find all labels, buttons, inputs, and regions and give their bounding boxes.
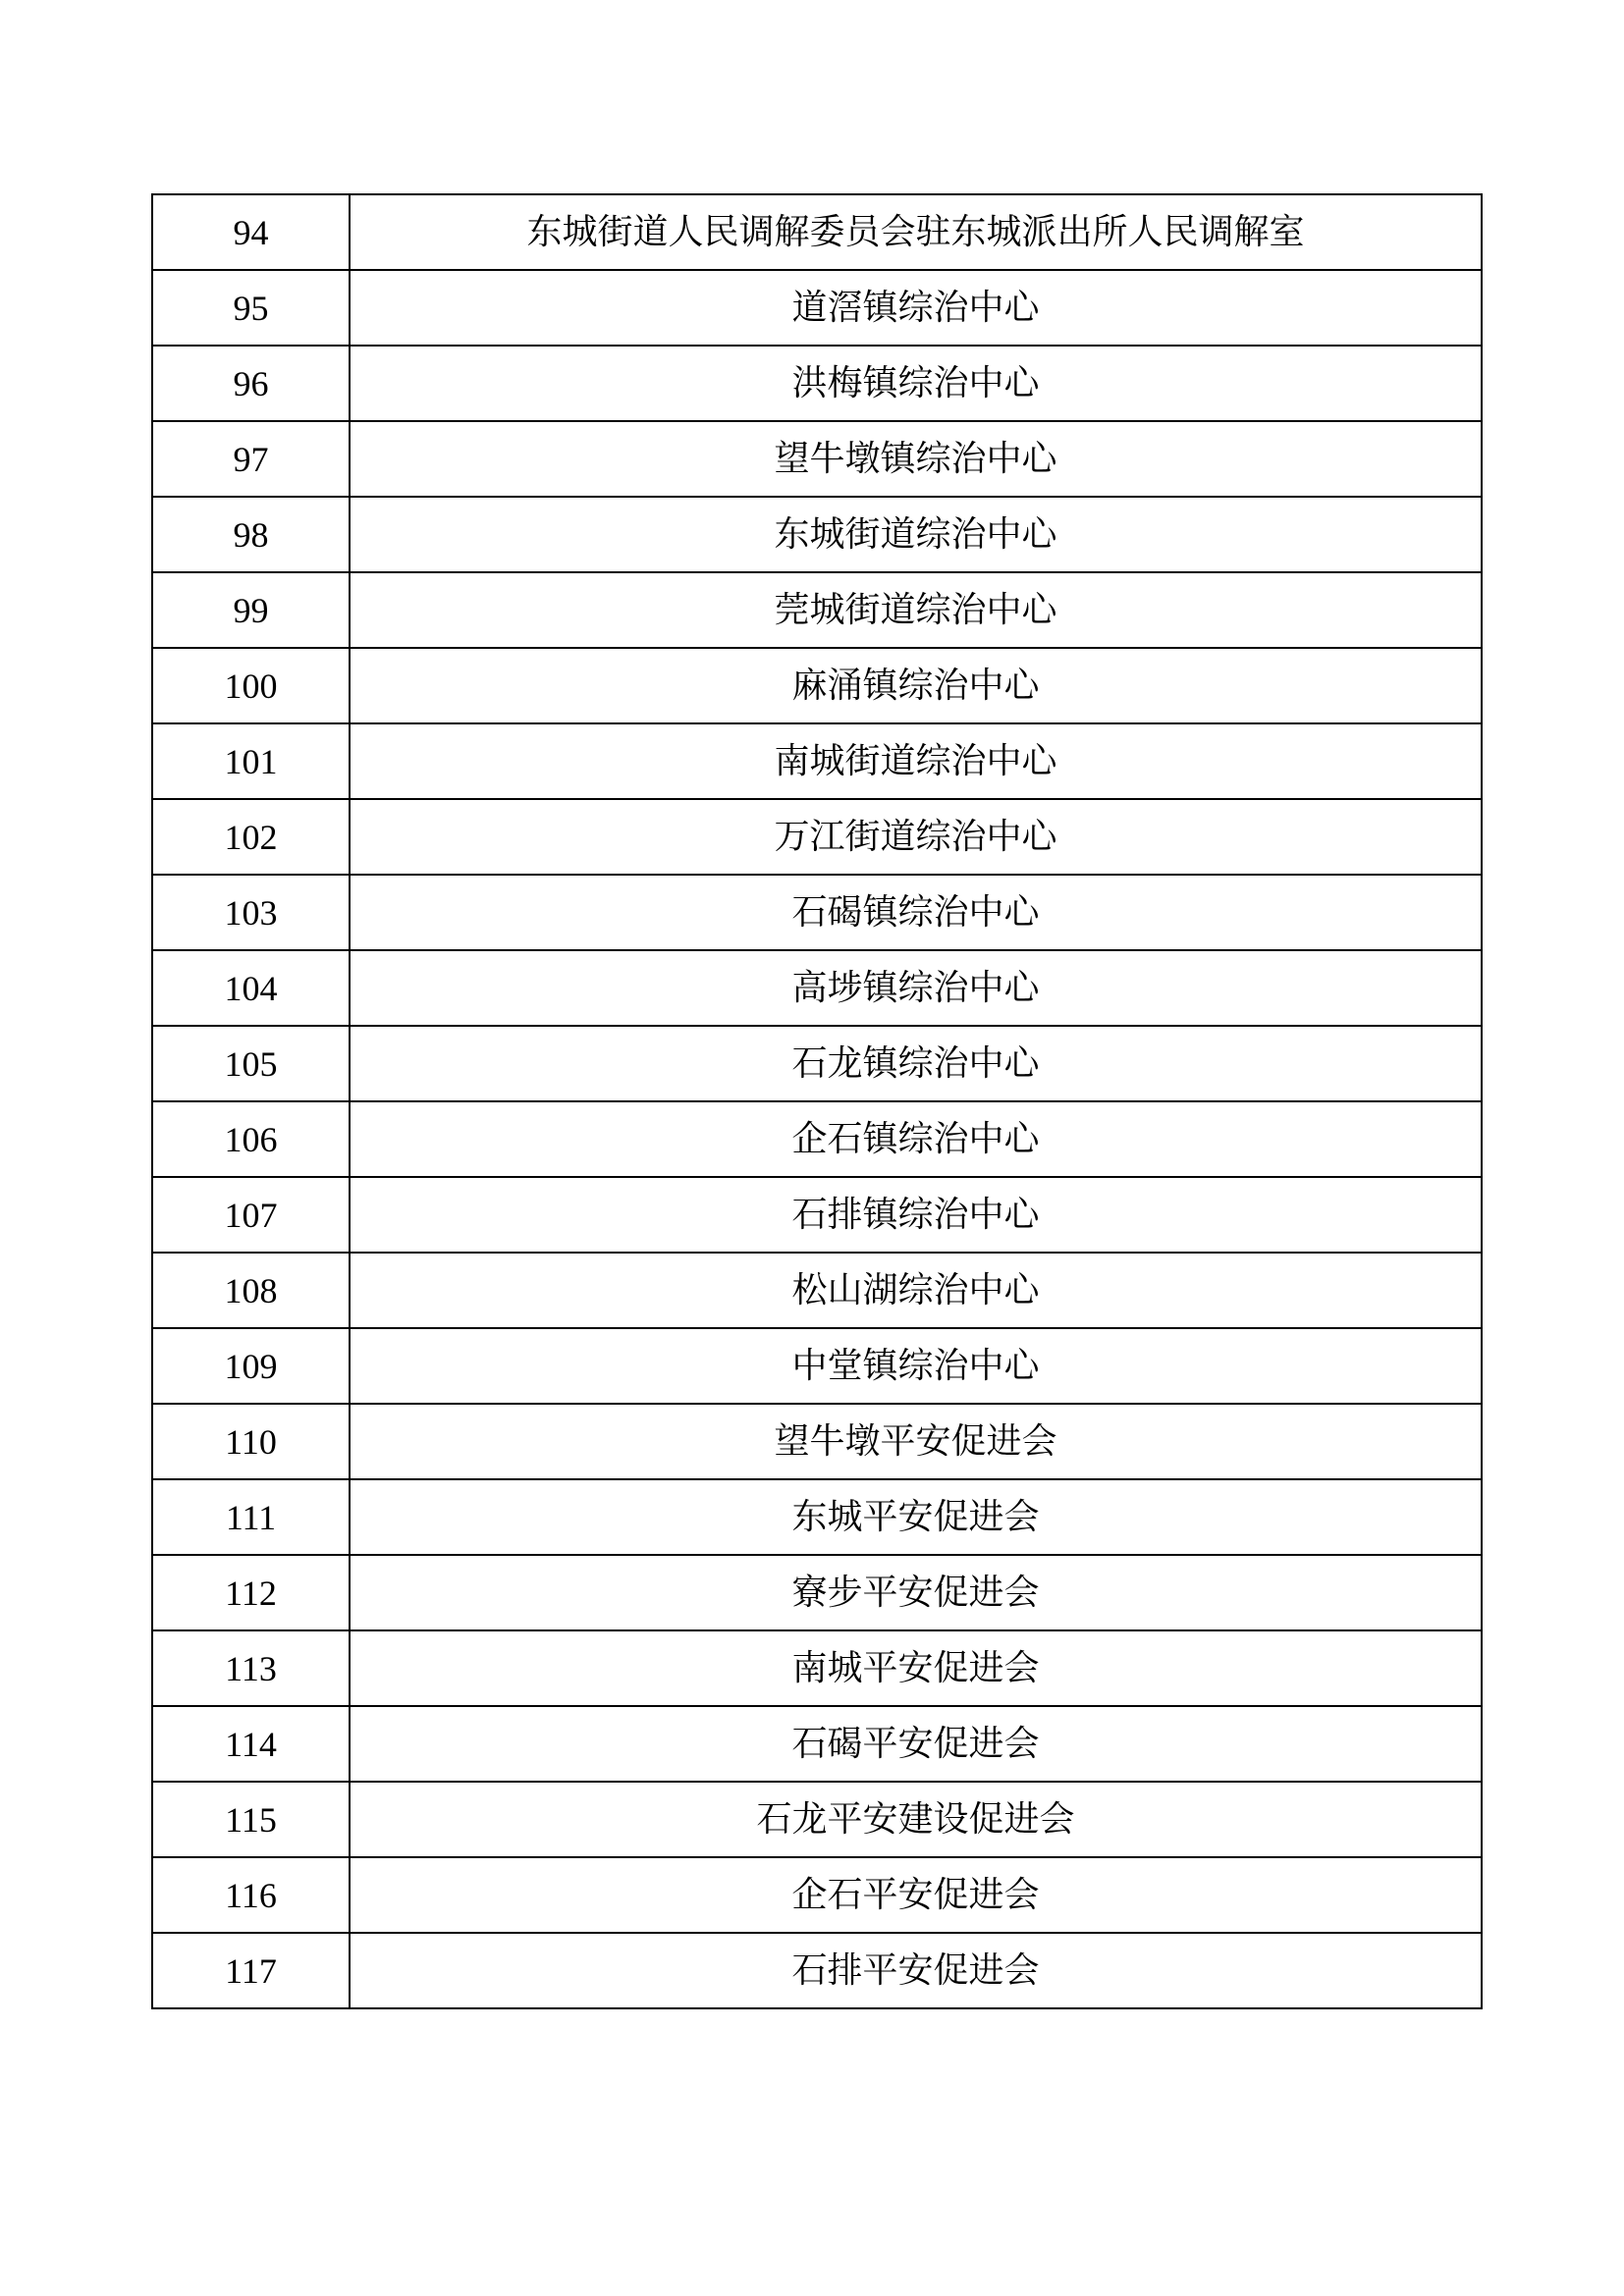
table-row — [152, 1630, 1482, 1706]
table-row — [152, 950, 1482, 1026]
table-row — [152, 648, 1482, 723]
row-number: 110 — [152, 1404, 350, 1479]
organization-name: 莞城街道综治中心 — [350, 572, 1482, 648]
organization-name: 高埗镇综治中心 — [350, 950, 1482, 1026]
organization-name: 洪梅镇综治中心 — [350, 346, 1482, 421]
table-row — [152, 723, 1482, 799]
table-row — [152, 1782, 1482, 1857]
organization-name: 望牛墩平安促进会 — [350, 1404, 1482, 1479]
organization-name: 企石镇综治中心 — [350, 1101, 1482, 1177]
table-row — [152, 1101, 1482, 1177]
organization-name: 石碣平安促进会 — [350, 1706, 1482, 1782]
row-number: 114 — [152, 1706, 350, 1782]
row-number: 113 — [152, 1630, 350, 1706]
table-row — [152, 1026, 1482, 1101]
organization-name: 石排镇综治中心 — [350, 1177, 1482, 1253]
table-row — [152, 799, 1482, 875]
table-row — [152, 1933, 1482, 2008]
organization-name: 南城街道综治中心 — [350, 723, 1482, 799]
table-body — [152, 194, 1482, 2008]
organization-name: 麻涌镇综治中心 — [350, 648, 1482, 723]
row-number: 103 — [152, 875, 350, 950]
organization-name: 万江街道综治中心 — [350, 799, 1482, 875]
organization-name: 东城平安促进会 — [350, 1479, 1482, 1555]
row-number: 99 — [152, 572, 350, 648]
row-number: 116 — [152, 1857, 350, 1933]
table-row — [152, 270, 1482, 346]
row-number: 115 — [152, 1782, 350, 1857]
table-row — [152, 875, 1482, 950]
organization-name: 望牛墩镇综治中心 — [350, 421, 1482, 497]
table-row — [152, 1328, 1482, 1404]
row-number: 94 — [152, 194, 350, 270]
organization-name: 东城街道人民调解委员会驻东城派出所人民调解室 — [350, 194, 1482, 270]
row-number: 109 — [152, 1328, 350, 1404]
table-row — [152, 572, 1482, 648]
table-row — [152, 1555, 1482, 1630]
row-number: 100 — [152, 648, 350, 723]
organization-name: 道滘镇综治中心 — [350, 270, 1482, 346]
row-number: 108 — [152, 1253, 350, 1328]
row-number: 111 — [152, 1479, 350, 1555]
row-number: 96 — [152, 346, 350, 421]
row-number: 102 — [152, 799, 350, 875]
table-row — [152, 1253, 1482, 1328]
organization-name: 企石平安促进会 — [350, 1857, 1482, 1933]
row-number: 105 — [152, 1026, 350, 1101]
table-row — [152, 1857, 1482, 1933]
row-number: 98 — [152, 497, 350, 572]
organization-name: 寮步平安促进会 — [350, 1555, 1482, 1630]
row-number: 112 — [152, 1555, 350, 1630]
table-row — [152, 1177, 1482, 1253]
row-number: 101 — [152, 723, 350, 799]
organization-table — [151, 193, 1483, 2009]
table-row — [152, 346, 1482, 421]
row-number: 95 — [152, 270, 350, 346]
row-number: 97 — [152, 421, 350, 497]
organization-name: 东城街道综治中心 — [350, 497, 1482, 572]
table-row — [152, 497, 1482, 572]
organization-name: 中堂镇综治中心 — [350, 1328, 1482, 1404]
row-number: 106 — [152, 1101, 350, 1177]
row-number: 104 — [152, 950, 350, 1026]
table-row — [152, 421, 1482, 497]
organization-name: 南城平安促进会 — [350, 1630, 1482, 1706]
organization-name: 石龙镇综治中心 — [350, 1026, 1482, 1101]
organization-name: 石排平安促进会 — [350, 1933, 1482, 2008]
organization-name: 石龙平安建设促进会 — [350, 1782, 1482, 1857]
organization-name: 松山湖综治中心 — [350, 1253, 1482, 1328]
row-number: 107 — [152, 1177, 350, 1253]
table-row — [152, 1479, 1482, 1555]
table-row — [152, 194, 1482, 270]
organization-name: 石碣镇综治中心 — [350, 875, 1482, 950]
row-number: 117 — [152, 1933, 350, 2008]
table-row — [152, 1706, 1482, 1782]
table-row — [152, 1404, 1482, 1479]
